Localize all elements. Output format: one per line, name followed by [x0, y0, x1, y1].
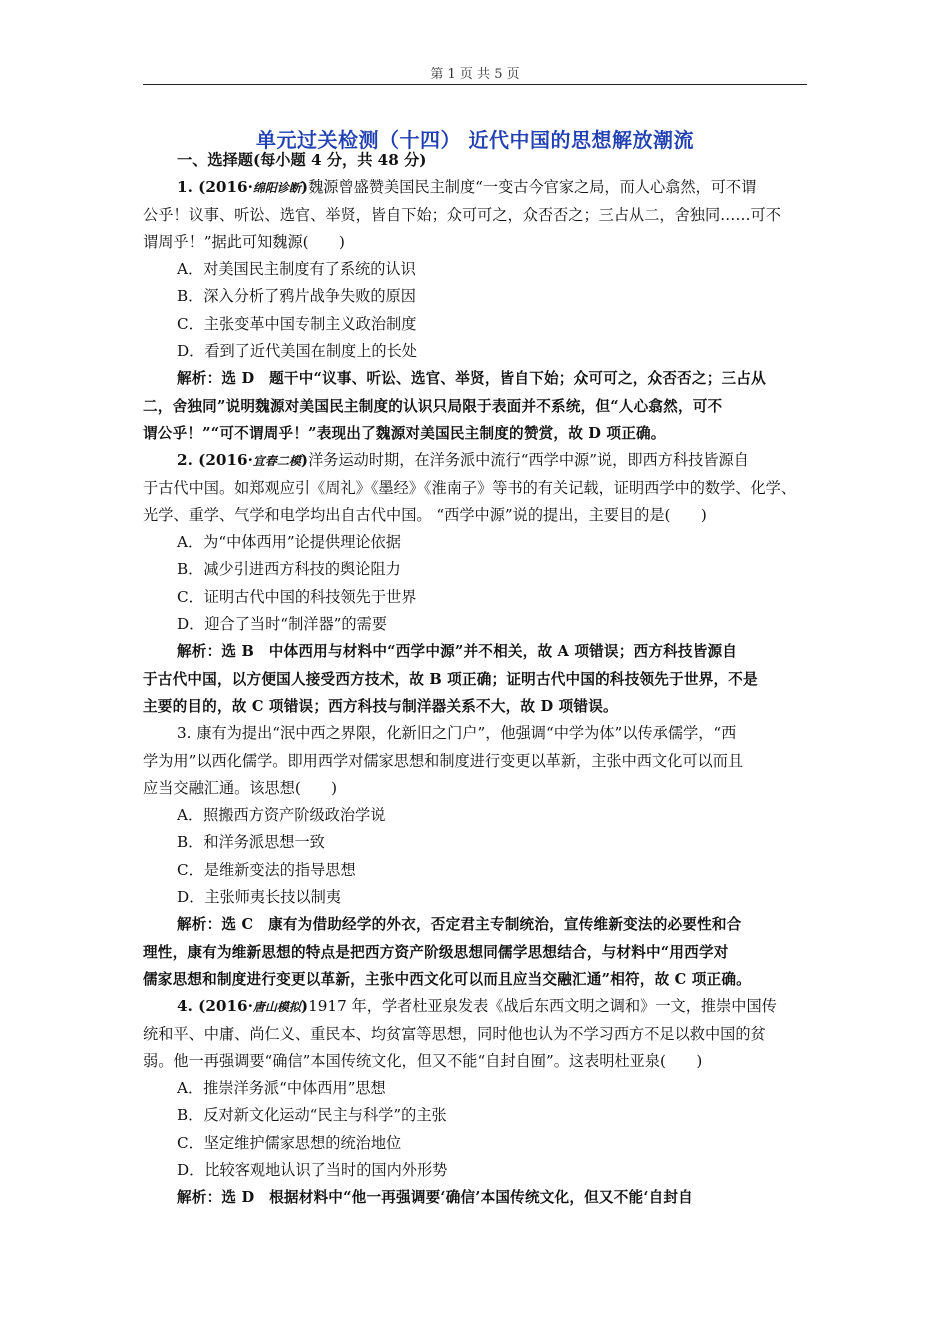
question-2-source-close: ) [300, 451, 309, 470]
question-1-explanation-3: 谓公乎！”“可不谓周乎！”表现出了魏源对美国民主制度的赞赏，故 D 项正确。 [143, 424, 666, 442]
question-2-source: 宜春二模 [252, 454, 301, 469]
question-1-explanation-1: 解析：选 D 题干中“议事、听讼、选官、举贤，皆自下始；众可可之，众否否之；三占从 [177, 370, 766, 388]
question-1-option-d: D．看到了近代美国在制度上的长处 [177, 342, 417, 361]
question-4-option-b: B．反对新文化运动“民主与科学”的主张 [177, 1106, 447, 1125]
question-3-line-1: 3. 康有为提出“泯中西之界限，化新旧之门户”，他强调“中学为体”以传承儒学，“西 [177, 724, 737, 743]
question-4-option-d: D．比较客观地认识了当时的国内外形势 [177, 1160, 448, 1179]
question-1-option-c: C．主张变革中国专制主义政治制度 [177, 314, 417, 333]
question-1-line-2: 公乎！议事、听讼、选官、举贤，皆自下始；众可可之，众否否之；三占从二，舍独同……可不 [143, 205, 781, 224]
question-3-explanation-1: 解析：选 C 康有为借助经学的外衣，否定君主专制统治，宣传维新变法的必要性和合 [177, 916, 742, 934]
document-body [143, 147, 813, 1212]
question-2-explanation-3: 主要的目的，故 C 项错误；西方科技与制洋器关系不大，故 D 项错误。 [143, 697, 618, 715]
question-3-explanation-2: 理性，康有为维新思想的特点是把西方资产阶级思想同儒学思想结合，与材料中“用西学对 [143, 943, 729, 961]
question-4-option-c: C．坚定维护儒家思想的统治地位 [177, 1133, 402, 1152]
question-3-option-c: C．是维新变法的指导思想 [177, 860, 356, 879]
question-2-explanation-2: 于古代中国，以方便国人接受西方技术，故 B 项正确；证明古代中国的科技领先于世界，不是 [143, 670, 758, 688]
question-4-line-1 [143, 993, 813, 1020]
question-4-explanation-1: 解析：选 D 根据材料中“他一再强调要‘确信’本国传统文化，但又不能‘自封自 [177, 1189, 693, 1207]
question-4-source: 唐山模拟 [252, 1000, 301, 1015]
question-2-line-2: 于古代中国。如郑观应引《周礼》《墨经》《淮南子》等书的有关记载，证明西学中的数学、化学、 [143, 478, 797, 497]
question-2-line-3: 光学、重学、气学和电学均出自古代中国。 “西学中源”说的提出，主要目的是( ) [143, 505, 707, 524]
question-4-stem: 1917 年，学者杜亚泉发表《战后东西文明之调和》一文，推崇中国传 [308, 997, 777, 1016]
question-4-source-close: ) [300, 997, 309, 1016]
question-1-option-b: B．深入分析了鸦片战争失败的原因 [177, 287, 416, 306]
question-2-option-c: C．证明古代中国的科技领先于世界 [177, 587, 417, 606]
question-1-source-close: ) [300, 178, 309, 197]
question-2-explanation-1: 解析：选 B 中体西用与材料中“西学中源”并不相关，故 A 项错误；西方科技皆源自 [177, 643, 738, 661]
question-2-option-d: D．迎合了当时“制洋器”的需要 [177, 615, 387, 634]
question-2-stem: 洋务运动时期，在洋务派中流行“西学中源”说，即西方科技皆源自 [308, 451, 749, 470]
question-1-explanation-2: 二，舍独同”说明魏源对美国民主制度的认识只局限于表面并不系统，但“人心翕然，可不 [143, 397, 723, 415]
question-2-line-1 [143, 447, 813, 474]
question-2-number: 2. (2016· [177, 451, 253, 470]
question-1-line-3: 谓周乎！”据此可知魏源( ) [143, 232, 345, 251]
question-4-line-3: 弱。他一再强调要“确信”本国传统文化，但又不能“自封自囿”。这表明杜亚泉( ) [143, 1051, 703, 1070]
question-1-option-a: A．对美国民主制度有了系统的认识 [177, 260, 416, 279]
question-3-line-2: 学为用”以西化儒学。即用西学对儒家思想和制度进行变更以革新，主张中西文化可以而且 [143, 751, 744, 770]
question-2-option-a: A．为“中体西用”论提供理论依据 [177, 533, 401, 552]
page-header: 第 1 页 共 5 页 [430, 67, 520, 82]
question-3-explanation-3: 儒家思想和制度进行变更以革新，主张中西文化可以而且应当交融汇通”相符，故 C 项正确。 [143, 970, 751, 988]
question-2-option-b: B．减少引进西方科技的舆论阻力 [177, 560, 401, 579]
question-4-line-2: 统和平、中庸、尚仁义、重民本、均贫富等思想，同时他也认为不学习西方不足以救中国的贫 [143, 1024, 766, 1043]
header-divider [143, 84, 807, 85]
question-3-line-3: 应当交融汇通。该思想( ) [143, 778, 338, 797]
question-1-line-1 [143, 174, 813, 201]
document-title: 单元过关检测（十四） 近代中国的思想解放潮流 [256, 128, 694, 152]
question-4-option-a: A．推崇洋务派“中体西用”思想 [177, 1079, 386, 1098]
question-3-option-d: D．主张师夷长技以制夷 [177, 888, 342, 907]
question-4-number: 4. (2016· [177, 997, 253, 1016]
question-3-option-b: B．和洋务派思想一致 [177, 833, 325, 852]
question-3-option-a: A．照搬西方资产阶级政治学说 [177, 806, 386, 825]
question-1-stem: 魏源曾盛赞美国民主制度“一变古今官家之局，而人心翕然，可不谓 [308, 178, 757, 197]
question-1-source: 绵阳诊断 [252, 181, 301, 196]
section-heading: 一、选择题(每小题 4 分，共 48 分) [177, 151, 427, 169]
question-1-number: 1. (2016· [177, 178, 253, 197]
